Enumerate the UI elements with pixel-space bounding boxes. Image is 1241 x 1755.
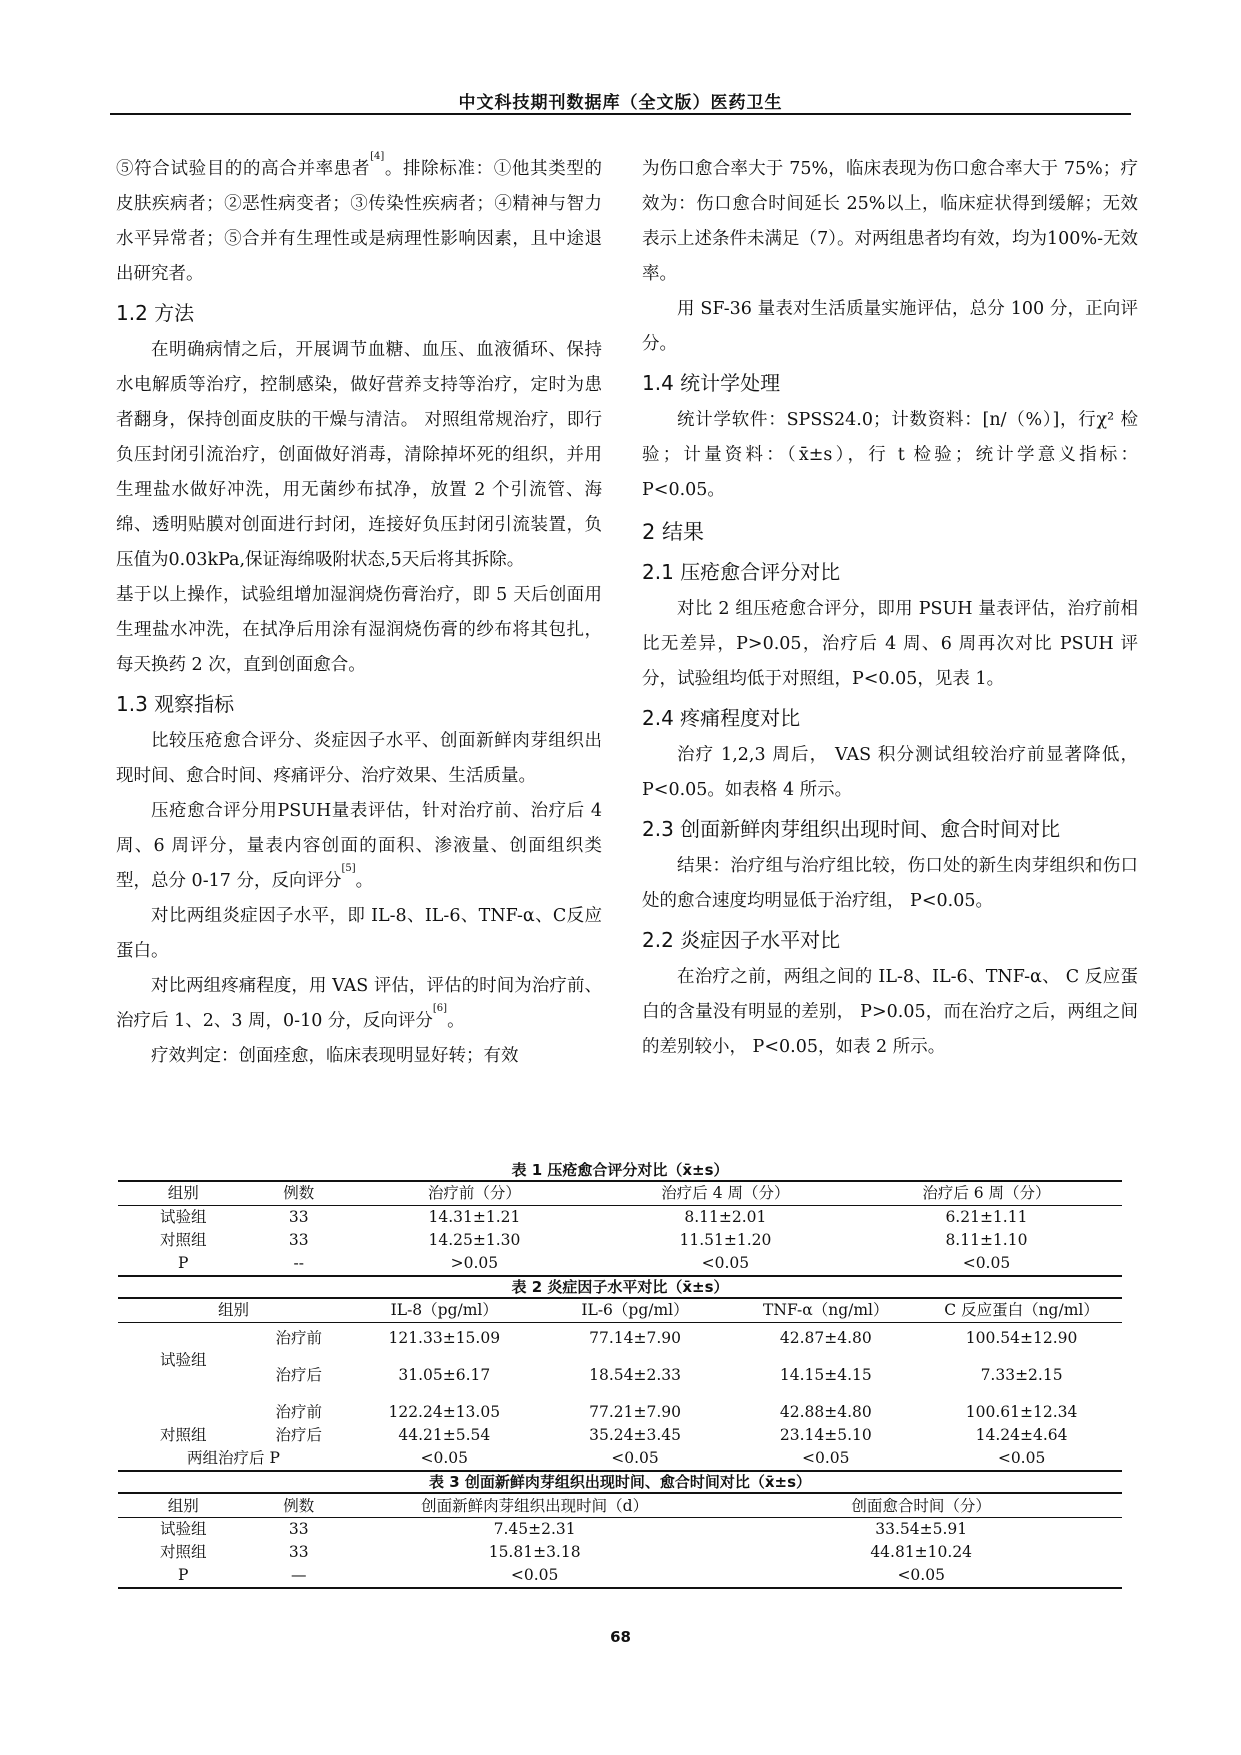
table-header: 治疗前（分） — [349, 1181, 600, 1206]
paragraph-efficacy: 疗效判定：创面痊愈，临床表现明显好转；有效 — [151, 1046, 519, 1066]
paragraph-pain: 治疗 1,2,3 周后， VAS 积分测试组较治疗前显著降低， P<0.05。如表格 4 所示。 — [642, 745, 1138, 800]
journal-header: 中文科技期刊数据库（全文版）医药卫生 — [458, 93, 783, 113]
paragraph-healing: 对比 2 组压疮愈合评分，即用 PSUH 量表评估，治疗前相比无差异，P>0.05，治疗后 4 周、6 周再次对比 PSUH 评分，试验组均低于对照组，P<0.05，见表 1。 — [642, 599, 1138, 689]
paragraph-efficacy-cont: 为伤口愈合率大于 75%，临床表现为伤口愈合率大于 75%；疗效为：伤口愈合时间延长 25%以上，临床症状得到缓解；无效表示上述条件未满足（7）。对两组患者均有效，均为100%-无效率。 — [642, 159, 1138, 284]
page-number: 68 — [610, 1628, 631, 1646]
paragraph-methods: 在明确病情之后，开展调节血糖、血压、血液循环、保持水电解质等治疗，控制感染，做好营养支持等治疗，定时为患者翻身，保持创面皮肤的干燥与清洁。 对照组常规治疗，即行负压封闭引流治疗，创面做好消毒，清除掉坏死的组织，并用生理盐水做好冲洗，用无菌纱布拭净，放置 2 个引流管、海绵、透明贴膜对创面进行封闭，连接好负压封闭引流装置，负压值为0.03kPa,保证海绵吸附状态,5天后将其拆除。 — [116, 340, 602, 570]
section-heading-results: 2 结果 — [642, 520, 705, 544]
table-header: 创面新鲜肉芽组织出现时间（d） — [349, 1493, 720, 1518]
paragraph-vas: 对比两组疼痛程度，用 VAS 评估，评估的时间为治疗前、治疗后 1、2、3 周，0-10 分，反向评分[6]。 — [116, 976, 602, 1031]
section-heading-indicators: 1.3 观察指标 — [116, 692, 235, 716]
paragraph-indicators: 比较压疮愈合评分、炎症因子水平、创面新鲜肉芽组织出现时间、愈合时间、疼痛评分、治疗效果、生活质量。 — [116, 731, 602, 786]
table2-caption: 表 2 炎症因子水平对比（x̄±s） — [511, 1278, 729, 1296]
table-row: 两组治疗后 P <0.05 <0.05 <0.05 <0.05 — [187, 1449, 1046, 1467]
citation-ref: [5] — [341, 863, 356, 874]
tables-area — [118, 1160, 1122, 1589]
table-header: 创面愈合时间（分） — [720, 1493, 1122, 1518]
section-heading-granulation: 2.3 创面新鲜肉芽组织出现时间、愈合时间对比 — [642, 817, 1061, 841]
paragraph-statistics: 统计学软件：SPSS24.0；计数资料：[n/（%）]，行χ² 检验；计量资料：（x̄±s），行 t 检验；统计学意义指标：P<0.05。 — [642, 410, 1138, 500]
table1 — [118, 1180, 1122, 1277]
table-header: C 反应蛋白（ng/ml） — [921, 1298, 1122, 1323]
table-header: 组别 — [118, 1493, 249, 1518]
table-row: P — <0.05 <0.05 — [178, 1566, 945, 1584]
section-heading-statistics: 1.4 统计学处理 — [642, 371, 781, 395]
paragraph-methods-test-group: 基于以上操作，试验组增加湿润烧伤膏治疗，即 5 天后创面用生理盐水冲洗，在拭净后用涂有湿润烧伤膏的纱布将其包扎，每天换药 2 次，直到创面愈合。 — [116, 585, 602, 675]
header-rule — [110, 113, 1131, 115]
paragraph-granulation: 结果：治疗组与治疗组比较，伤口处的新生肉芽组织和伤口处的愈合速度均明显低于治疗组， P<0.05。 — [642, 856, 1138, 911]
table-row: 治疗后 31.05±6.17 18.54±2.33 14.15±4.15 7.33±2.15 — [275, 1365, 1063, 1384]
table-row: 试验组 33 14.31±1.21 8.11±2.01 6.21±1.11 — [160, 1208, 1028, 1226]
right-column — [642, 152, 1138, 1065]
paragraph-psuh: 压疮愈合评分用PSUH量表评估，针对治疗前、治疗后 4 周、6 周评分，量表内容创面的面积、渗液量、创面组织类型，总分 0-17 分，反向评分[5]。 — [116, 801, 602, 891]
table-row: 对照组 33 15.81±3.18 44.81±10.24 — [160, 1543, 973, 1561]
table3 — [118, 1492, 1122, 1589]
table-header: 组别 — [118, 1298, 349, 1323]
paragraph-sf36: 用 SF-36 量表对生活质量实施评估，总分 100 分，正向评分。 — [642, 299, 1138, 354]
citation-ref: [4] — [370, 151, 385, 162]
table-row: 试验组 治疗前 121.33±15.09 77.14±7.90 42.87±4.80 100.54±12.90 — [160, 1328, 1078, 1369]
table-header: 例数 — [249, 1493, 349, 1518]
section-heading-methods: 1.2 方法 — [116, 301, 195, 325]
section-heading-inflammation: 2.2 炎症因子水平对比 — [642, 928, 841, 952]
paragraph-inflammation-results: 在治疗之前，两组之间的 IL-8、IL-6、TNF-α、 C 反应蛋白的含量没有明显的差别， P>0.05，而在治疗之后，两组之间的差别较小， P<0.05，如表 2 所示。 — [642, 967, 1138, 1057]
table1-caption: 表 1 压疮愈合评分对比（x̄±s） — [511, 1161, 729, 1179]
table-header: 组别 — [118, 1181, 249, 1206]
table2 — [118, 1297, 1122, 1472]
section-heading-pain: 2.4 疼痛程度对比 — [642, 706, 801, 730]
paragraph-inflammation: 对比两组炎症因子水平，即 IL-8、IL-6、TNF-α、C反应蛋白。 — [116, 906, 602, 961]
citation-ref: [6] — [432, 1003, 448, 1014]
table-header: 治疗后 6 周（分） — [851, 1181, 1122, 1206]
table-header: IL-8（pg/ml） — [349, 1298, 540, 1323]
section-heading-healing: 2.1 压疮愈合评分对比 — [642, 560, 841, 584]
table-row: 治疗后 44.21±5.54 35.24±3.45 23.14±5.10 14.24±4.64 — [275, 1426, 1068, 1444]
table-header: 例数 — [249, 1181, 349, 1206]
table-row: 对照组 33 14.25±1.30 11.51±1.20 8.11±1.10 — [160, 1231, 1028, 1249]
table-header: IL-6（pg/ml） — [540, 1298, 731, 1323]
table-row: P -- >0.05 <0.05 <0.05 — [178, 1254, 1011, 1272]
table3-caption: 表 3 创面新鲜肉芽组织出现时间、愈合时间对比（x̄±s） — [428, 1473, 812, 1491]
table-header: 治疗后 4 周（分） — [600, 1181, 851, 1206]
paragraph-inclusion-criteria: ⑤符合试验目的的高合并率患者[4]。排除标准：①他其类型的皮肤疾病者；②恶性病变者；③传染性疾病者；④精神与智力水平异常者；⑤合并有生理性或是病理性影响因素，且中途退出研究者。 — [116, 151, 603, 284]
table-row: 对照组 治疗前 122.24±13.05 77.21±7.90 42.88±4.80 100.61±12.34 — [160, 1403, 1078, 1444]
table-row: 试验组 33 7.45±2.31 33.54±5.91 — [160, 1520, 968, 1538]
table-header: TNF-α（ng/ml） — [730, 1298, 921, 1323]
left-column — [116, 152, 602, 1074]
